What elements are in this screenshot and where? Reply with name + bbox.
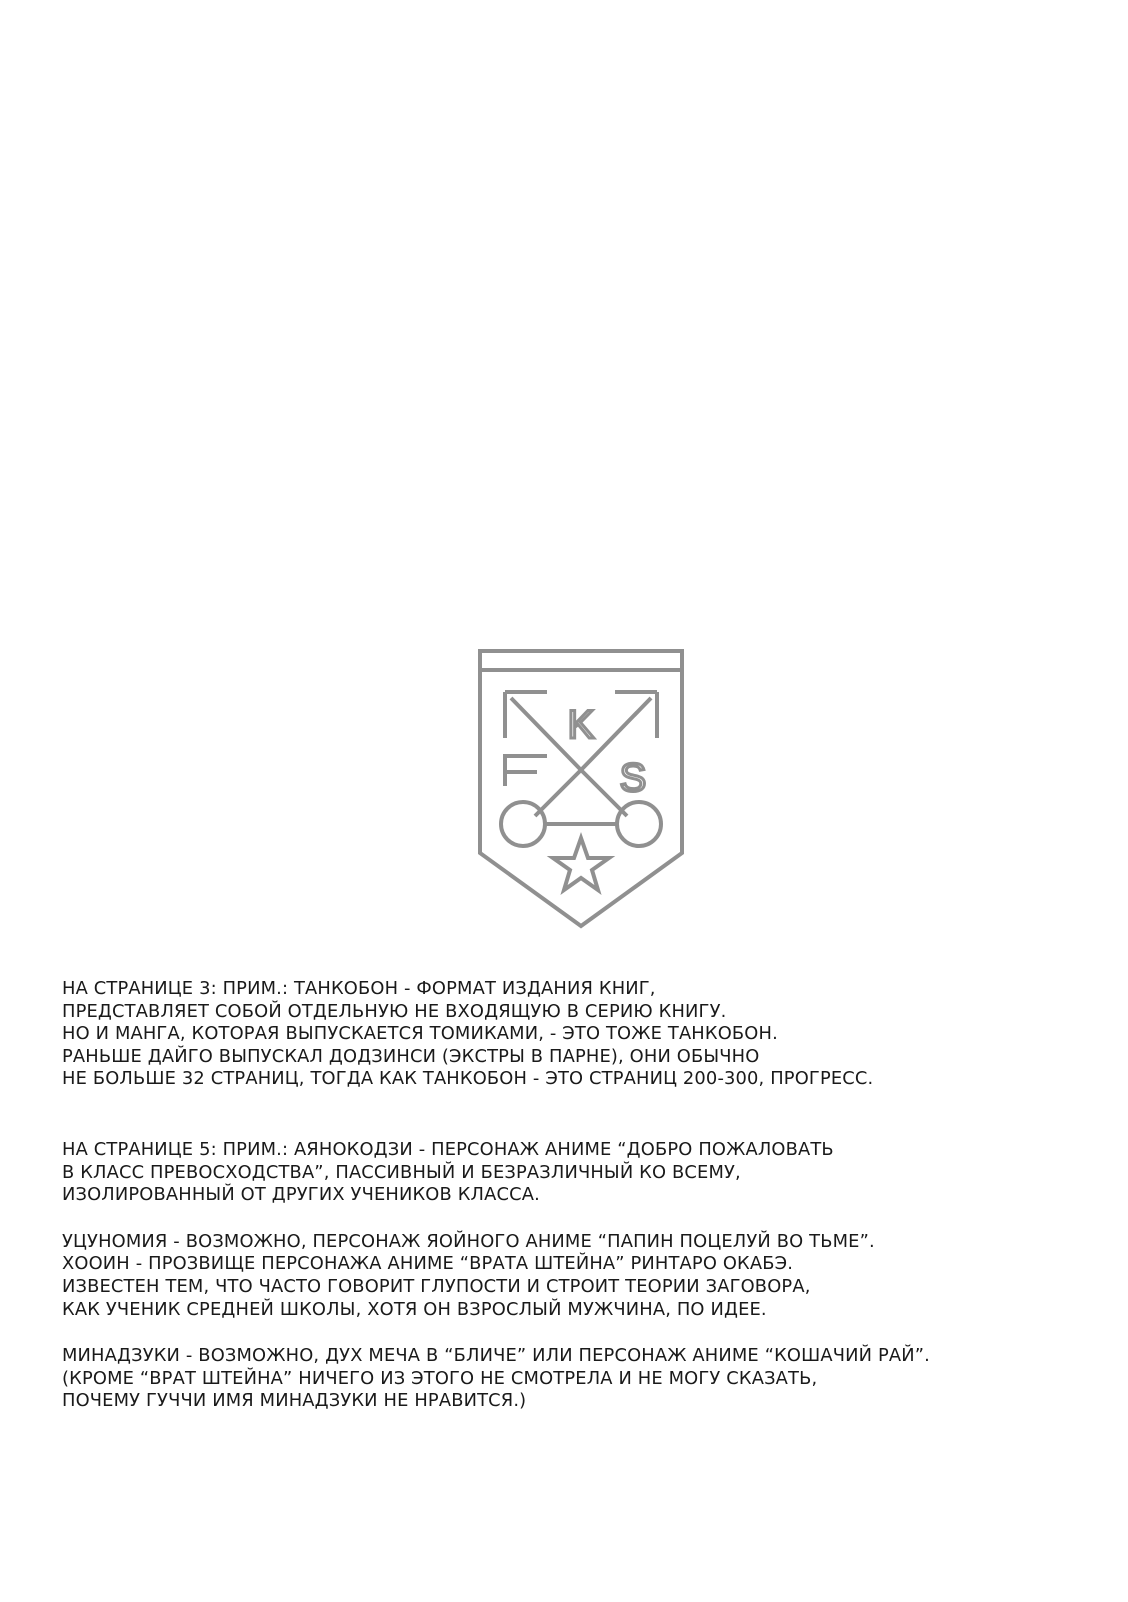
note-minadzuki — [62, 1345, 1102, 1413]
note-line: ИЗВЕСТЕН ТЕМ, ЧТО ЧАСТО ГОВОРИТ ГЛУПОСТИ И СТРОИТ ТЕОРИИ ЗАГОВОРА, — [62, 1276, 811, 1297]
note-line: КАК УЧЕНИК СРЕДНЕЙ ШКОЛЫ, ХОТЯ ОН ВЗРОСЛЫЙ МУЖЧИНА, ПО ИДЕЕ. — [62, 1299, 767, 1320]
note-utsunomiya-hooin — [62, 1231, 1102, 1321]
note-page-5 — [62, 1139, 1102, 1207]
note-line: ПОЧЕМУ ГУЧЧИ ИМЯ МИНАДЗУКИ НЕ НРАВИТСЯ.) — [62, 1391, 527, 1412]
note-line: НЕ БОЛЬШЕ 32 СТРАНИЦ, ТОГДА КАК ТАНКОБОН - ЭТО СТРАНИЦ 200-300, ПРОГРЕСС. — [62, 1069, 874, 1090]
note-line: (КРОМЕ “ВРАТ ШТЕЙНА” НИЧЕГО ИЗ ЭТОГО НЕ СМОТРЕЛА И НЕ МОГУ СКАЗАТЬ, — [62, 1368, 818, 1389]
note-line: МИНАДЗУКИ - ВОЗМОЖНО, ДУХ МЕЧА В “БЛИЧЕ” ИЛИ ПЕРСОНАЖ АНИМЕ “КОШАЧИЙ РАЙ”. — [62, 1346, 930, 1367]
note-line: УЦУНОМИЯ - ВОЗМОЖНО, ПЕРСОНАЖ ЯОЙНОГО АНИМЕ “ПАПИН ПОЦЕЛУЙ ВО ТЬМЕ”. — [62, 1231, 875, 1252]
translator-notes — [62, 978, 1102, 1413]
note-line: НА СТРАНИЦЕ 3: ПРИМ.: ТАНКОБОН - ФОРМАТ ИЗДАНИЯ КНИГ, — [62, 979, 656, 999]
note-line: В КЛАСС ПРЕВОСХОДСТВА”, ПАССИВНЫЙ И БЕЗРАЗЛИЧНЫЙ КО ВСЕМУ, — [62, 1162, 741, 1183]
note-line: ХООИН - ПРОЗВИЩЕ ПЕРСОНАЖА АНИМЕ “ВРАТА ШТЕЙНА” РИНТАРО ОКАБЭ. — [62, 1254, 794, 1275]
logo-letter-s: S — [619, 756, 647, 800]
note-line: НО И МАНГА, КОТОРАЯ ВЫПУСКАЕТСЯ ТОМИКАМИ, - ЭТО ТОЖЕ ТАНКОБОН. — [62, 1024, 778, 1045]
note-line: РАНЬШЕ ДАЙГО ВЫПУСКАЛ ДОДЗИНСИ (ЭКСТРЫ В ПАРНЕ), ОНИ ОБЫЧНО — [62, 1046, 760, 1067]
note-line: ПРЕДСТАВЛЯЕТ СОБОЙ ОТДЕЛЬНУЮ НЕ ВХОДЯЩУЮ В СЕРИЮ КНИГУ. — [62, 1001, 727, 1022]
note-line: НА СТРАНИЦЕ 5: ПРИМ.: АЯНОКОДЗИ - ПЕРСОНАЖ АНИМЕ “ДОБРО ПОЖАЛОВАТЬ — [62, 1139, 834, 1160]
logo-shield-icon — [477, 648, 685, 930]
logo-letter-k: K — [567, 703, 595, 747]
note-page-3 — [62, 978, 1102, 1091]
star-icon — [553, 838, 609, 890]
note-line: ИЗОЛИРОВАННЫЙ ОТ ДРУГИХ УЧЕНИКОВ КЛАССА. — [62, 1185, 540, 1206]
